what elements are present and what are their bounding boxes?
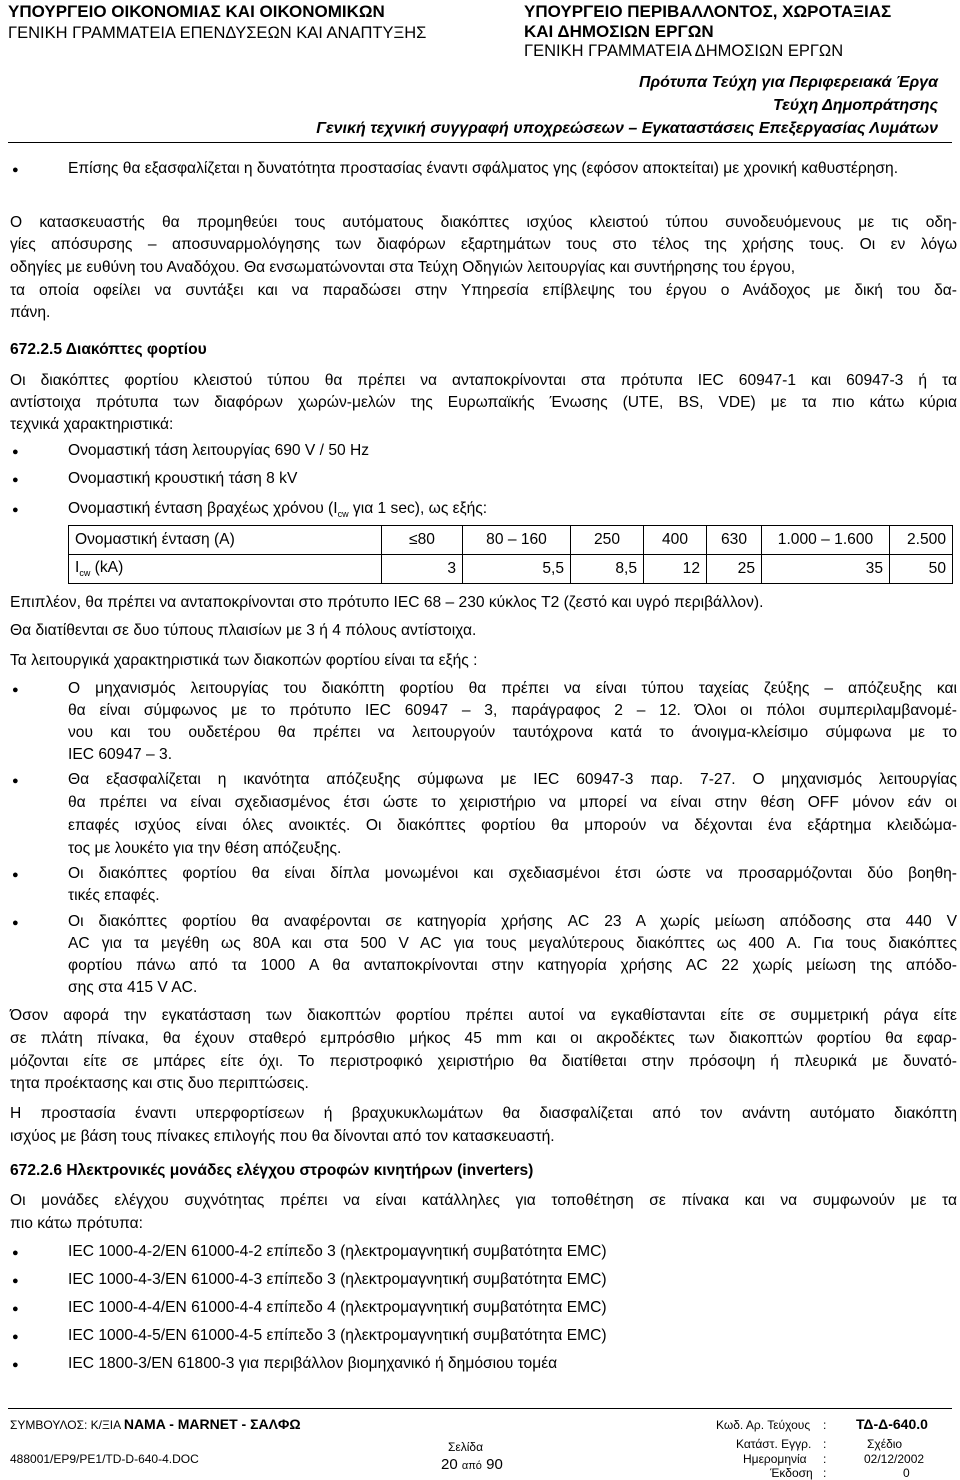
footer-date-label: Ημερομηνία — [743, 1452, 807, 1466]
bullet-icon: ● — [12, 1275, 19, 1287]
footer-code-value: ΤΔ-Δ-640.0 — [856, 1416, 928, 1432]
para-manufacturer-line: Ο κατασκευαστής θα προμηθεύει τους αυτόματους διακόπτες ισχύος κλειστού τύπου συνοδευόμενους με τις οδη- — [10, 214, 957, 231]
standard-item: IEC 1800-3/EN 61800-3 για περιβάλλον βιομηχανικό ή δημόσιου τομέα — [68, 1355, 558, 1372]
header-ministry-right-2: ΚΑΙ ΔΗΜΟΣΙΩΝ ΕΡΓΩΝ — [524, 22, 714, 41]
para-manufacturer-line: οδηγίες με ευθύνη του Αναδόχου. Θα ενσωματώνονται στα Τεύχη Οδηγιών λειτουργίας και συντήρησης του έργου, — [10, 259, 796, 276]
para-load-switches-line: τεχνικά χαρακτηριστικά: — [10, 416, 174, 433]
spec-impulse-voltage: Ονομαστική κρουστική τάση 8 kV — [68, 470, 298, 487]
para-installation-line: σε πλάτη πίνακα, θα έχουν σταθερό εμπρόσθιο μήκος 45 mm και οι ακροδέκτες των διακοπτών φορτίου θα εφαρ- — [10, 1030, 957, 1047]
header-divider — [8, 142, 952, 143]
footer-edition-value: 0 — [903, 1466, 910, 1480]
footer-page-label: Σελίδα — [448, 1440, 484, 1454]
para-iec68: Επιπλέον, θα πρέπει να ανταποκρίνονται στο πρότυπο IEC 68 – 230 κύκλος T2 (ζεστό και υγρό περιβάλλον). — [10, 594, 764, 611]
section-heading-672-2-5: 672.2.5 Διακόπτες φορτίου — [10, 341, 207, 358]
current-rating-table — [68, 525, 953, 584]
feature-category-line: Οι διακόπτες φορτίου θα αναφέρονται σε κατηγορία χρήσης AC 23 A χωρίς μείωση απόδοσης στα 440 V — [68, 913, 957, 930]
header-subtitle-2: Τεύχη Δημοπράτησης — [772, 97, 938, 114]
footer-colon: : — [823, 1437, 827, 1451]
para-load-switches-line: Οι διακόπτες φορτίου κλειστού τύπου θα πρέπει να ανταποκρίνονται στα πρότυπα IEC 60947-1 και 60947-3 ή τα — [10, 372, 957, 389]
feature-mechanism-line: IEC 60947 – 3. — [68, 746, 173, 763]
bullet-icon: ● — [12, 869, 19, 881]
bullet-icon: ● — [12, 504, 19, 516]
bullet-icon: ● — [12, 1331, 19, 1343]
table-cell: 630 — [707, 526, 762, 555]
footer-state-label: Κατάστ. Εγγρ. — [736, 1437, 812, 1451]
table-cell: 1.000 – 1.600 — [762, 526, 890, 555]
table-cell: 35 — [762, 555, 890, 584]
table-cell: 50 — [890, 555, 953, 584]
para-protection-line: Η προστασία έναντι υπερφορτίσεων ή βραχυκυκλωμάτων θα διασφαλίζεται από τον ανάντη αυτόματο διακόπτη — [10, 1105, 957, 1122]
section-heading-672-2-6: 672.2.6 Ηλεκτρονικές μονάδες ελέγχου στροφών κινητήρων (inverters) — [10, 1162, 534, 1179]
para-frames: Θα διατίθενται σε δυο τύπους πλαισίων με 3 ή 4 πόλους αντίστοιχα. — [10, 622, 477, 639]
header-subtitle-1: Πρότυπα Τεύχη για Περιφερειακά Έργα — [638, 74, 938, 91]
standard-item: IEC 1000-4-4/EN 61000-4-4 επίπεδο 4 (ηλεκτρομαγνητική συμβατότητα EMC) — [68, 1299, 607, 1316]
feature-category-line: φορτίου πάνω από τα 1000 A θα ανταποκρίνονται στην κατηγορία χρήσης AC 22 χωρίς μείωση της απόδο- — [68, 957, 957, 974]
feature-mechanism-line: θα είναι σύμφωνος με το πρότυπο IEC 60947 – 3, παράγραφος 2 – 12. Όλοι οι πόλοι συμπεριλαμβανομέ- — [68, 702, 957, 719]
footer-colon: : — [823, 1418, 827, 1432]
header-subtitle-3: Γενική τεχνική συγγραφή υποχρεώσεων – Εγκαταστάσεις Επεξεργασίας Λυμάτων — [316, 120, 938, 137]
table-cell: 80 – 160 — [463, 526, 571, 555]
footer-edition-label: Έκδοση — [770, 1466, 813, 1480]
feature-mechanism-line: νου και του ουδετέρου θα πρέπει να λειτουργούν ταυτόχρονα κατά το άνοιγμα-κλείσιμο σύμφωνα με το — [68, 724, 957, 741]
footer-state-value: Σχέδιο — [867, 1437, 903, 1451]
bullet-icon: ● — [12, 775, 19, 787]
para-installation-line: τητα προέκτασης και στις δυο περιπτώσεις. — [10, 1075, 309, 1092]
footer-file-name: 488001/EP9/PE1/TD-D-640-4.DOC — [10, 1452, 199, 1466]
header-secretariat-left: ΓΕΝΙΚΗ ΓΡΑΜΜΑΤΕΙΑ ΕΠΕΝΔΥΣΕΩΝ ΚΑΙ ΑΝΑΠΤΥΞΗΣ — [8, 24, 427, 42]
feature-insulation-line: τικές επαφές. — [68, 887, 160, 904]
feature-insulation-line: Οι διακόπτες φορτίου θα είναι δίπλα μονωμένοι και σχεδιασμένοι έτσι ώστε να προσαρμόζονται δύο βοηθη- — [68, 865, 957, 882]
feature-mechanism-line: Ο μηχανισμός λειτουργίας του διακόπτη φορτίου θα πρέπει να είναι τύπου ταχείας ζεύξης – απόζευξης και — [68, 680, 957, 697]
footer-date-value: 02/12/2002 — [864, 1452, 925, 1466]
feature-breaking-line: θα πρέπει να είναι σχεδιασμένος έτσι ώστε το χειριστήριο να μπορεί να είναι στην θέση OFF μόνον εάν οι — [68, 794, 957, 811]
table-cell: ≤80 — [382, 526, 463, 555]
bullet-icon: ● — [12, 1359, 19, 1371]
para-installation-line: μόζονται είτε σε μπάρες είτε όχι. Το περιστροφικό χειριστήριο θα διατίθεται στην πρόσοψη ή πλευρικά με δυνατό- — [10, 1053, 957, 1070]
para-inverters-line: πιο κάτω πρότυπα: — [10, 1215, 143, 1232]
bullet-icon: ● — [12, 474, 19, 486]
bullet-icon: ● — [12, 917, 19, 929]
spec-rated-voltage: Ονομαστική τάση λειτουργίας 690 V / 50 Hz — [68, 442, 370, 459]
header-secretariat-right: ΓΕΝΙΚΗ ΓΡΑΜΜΑΤΕΙΑ ΔΗΜΟΣΙΩΝ ΕΡΓΩΝ — [524, 42, 844, 60]
footer-divider — [8, 1408, 952, 1409]
spec-short-time-current: Ονομαστική ένταση βραχέως χρόνου ($I_{cw}$ για 1 sec), ως εξής: — [68, 500, 488, 520]
bullet-icon: ● — [12, 684, 19, 696]
bullet-icon: ● — [12, 164, 19, 176]
bullet-icon: ● — [12, 1247, 19, 1259]
para-inverters-line: Οι μονάδες ελέγχου συχνότητας πρέπει να είναι κατάλληλες για τοποθέτηση σε πίνακα και να συμφωνούν με τα — [10, 1192, 957, 1209]
feature-category-line: σης στα 415 V AC. — [68, 979, 198, 996]
table-cell: 12 — [644, 555, 707, 584]
standard-item: IEC 1000-4-3/EN 61000-4-3 επίπεδο 3 (ηλεκτρομαγνητική συμβατότητα EMC) — [68, 1271, 607, 1288]
footer-consultant: ΣΥΜΒΟΥΛΟΣ: Κ/ΞΙΑ NAMA - MARNET - ΣΑΛΦΩ — [10, 1416, 301, 1432]
feature-breaking-line: τος με λουκέτο για την θέση απόζευξης. — [68, 840, 342, 857]
bullet-icon: ● — [12, 446, 19, 458]
para-installation-line: Όσον αφορά την εγκατάσταση των διακοπτών φορτίου πρέπει αυτοί να εγκαθίστανται είτε σε συμμετρική ράγα είτε — [10, 1007, 957, 1024]
table-cell-label: $I_{cw}$ (kA) — [69, 555, 382, 584]
table-cell: 25 — [707, 555, 762, 584]
header-ministry-right-1: ΥΠΟΥΡΓΕΙΟ ΠΕΡΙΒΑΛΛΟΝΤΟΣ, ΧΩΡΟΤΑΞΙΑΣ — [524, 2, 892, 21]
feature-breaking-line: Θα εξασφαλίζεται η ικανότητα απόζευξης σύμφωνα με IEC 60947-3 παρ. 7-27. Ο μηχανισμός λειτουργίας — [68, 771, 957, 788]
para-manufacturer-line: πάνη. — [10, 304, 51, 321]
header-ministry-left: ΥΠΟΥΡΓΕΙΟ ΟΙΚΟΝΟΜΙΑΣ ΚΑΙ ΟΙΚΟΝΟΜΙΚΩΝ — [8, 2, 385, 21]
standard-item: IEC 1000-4-5/EN 61000-4-5 επίπεδο 3 (ηλεκτρομαγνητική συμβατότητα EMC) — [68, 1327, 607, 1344]
table-cell: 8,5 — [571, 555, 644, 584]
para-load-switches-line: αντίστοιχα πρότυπα των διαφόρων χωρών-μελών της Ευρωπαϊκής Ένωσης (UTE, BS, VDE) με τα πιο κάτω κύρια — [10, 394, 957, 411]
table-cell: 3 — [382, 555, 463, 584]
para-protection-line: ισχύος με βάση τους πίνακες επιλογής που θα δίνονται από τον κατασκευαστή. — [10, 1128, 555, 1145]
para-manufacturer-line: τα οποία οφείλει να συντάξει και να παραδώσει στην Υπηρεσία επίβλεψης του έργου ο Ανάδοχος με δική του δα- — [10, 282, 957, 299]
table-cell: 5,5 — [463, 555, 571, 584]
footer-page-number: 20 από 90 — [441, 1456, 503, 1473]
table-row — [69, 555, 953, 584]
bullet-ground-fault: Επίσης θα εξασφαλίζεται η δυνατότητα προστασίας έναντι σφάλματος γης (εφόσον αποκτείται) με χρονική καθυστέρηση. — [68, 160, 899, 177]
para-manufacturer-line: γίες απόσυρσης – αποσυναρμολόγησης των διαφόρων εξαρτημάτων τους στο τέλος της χρήσης τους. Οι εν λόγω — [10, 236, 957, 253]
feature-category-line: AC για τα μεγέθη ως 80A και στα 500 V AC για τους μεγαλύτερους διακόπτες ως 400 A. Για τους διακόπτες — [68, 935, 957, 952]
table-row — [69, 526, 953, 555]
feature-breaking-line: επαφές ισχύος είναι όλες ανοικτές. Οι διακόπτες φορτίου θα μπορούν να δέχονται ένα εξάρτημα κλειδώμα- — [68, 817, 957, 834]
footer-colon: : — [823, 1452, 827, 1466]
para-features-intro: Τα λειτουργικά χαρακτηριστικά των διακοπών φορτίου είναι τα εξής : — [10, 652, 478, 669]
table-cell-label: Ονομαστική ένταση (A) — [69, 526, 382, 555]
table-cell: 250 — [571, 526, 644, 555]
table-cell: 400 — [644, 526, 707, 555]
footer-code-label: Κωδ. Αρ. Τεύχους — [716, 1418, 811, 1432]
table-cell: 2.500 — [890, 526, 953, 555]
bullet-icon: ● — [12, 1303, 19, 1315]
standard-item: IEC 1000-4-2/EN 61000-4-2 επίπεδο 3 (ηλεκτρομαγνητική συμβατότητα EMC) — [68, 1243, 607, 1260]
footer-colon: : — [823, 1466, 827, 1480]
